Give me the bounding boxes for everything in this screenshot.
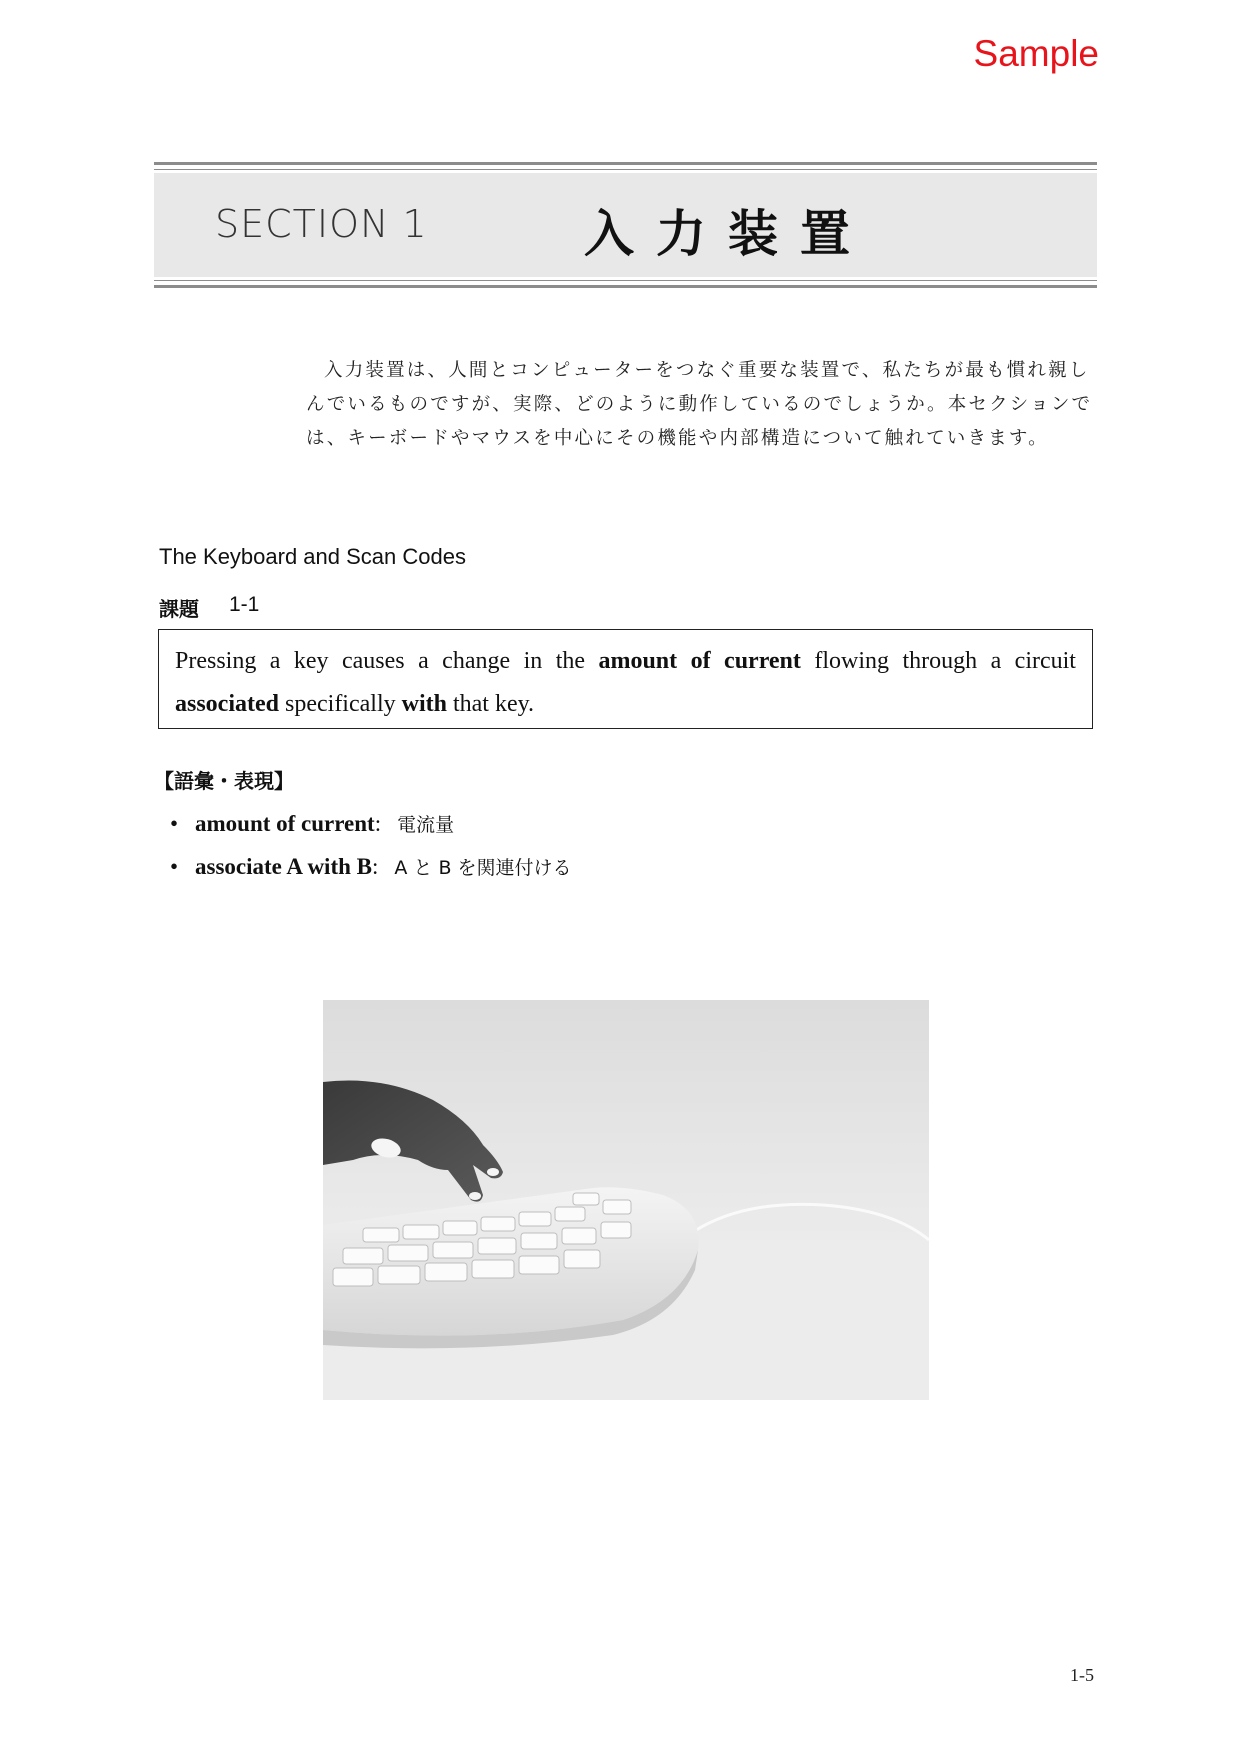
intro-paragraph: 入力装置は、人間とコンピューターをつなぐ重要な装置で、私たちが最も慣れ親しんでいるものですが、実際、どのように動作しているのでしょうか。本セクションでは、キーボードやマウスを中心にその機能や内部構造について触れていきます。 [306,360,1093,449]
banner-rule-top [154,162,1097,165]
task-text: that key. [446,691,535,717]
task-label: 課題 [159,597,199,621]
task-number: 1-1 [229,593,260,616]
vocab-separator: : [374,811,382,836]
task-bold-term: amount of current [598,648,801,674]
vocab-term: amount of current [195,811,375,836]
vocab-meaning: 電流量 [397,814,455,836]
task-text: specifically [279,691,402,717]
vocab-item [170,803,572,846]
section-label: SECTION 1 [215,202,428,246]
vocab-heading: 【語彙・表現】 [154,769,294,793]
banner-rule-top-thin [154,169,1097,170]
bullet-icon: • [170,854,179,879]
task-bold-term: associated [175,691,279,717]
vocab-term: associate A with B [195,854,372,879]
task-bold-term: with [401,691,447,717]
keyboard-photo [323,1000,929,1400]
page-number: 1-5 [1070,1665,1094,1685]
section-title: 入力装置 [584,205,872,263]
banner-rule-bottom-thin [154,280,1097,281]
banner-rule-bottom [154,285,1097,288]
vocab-list [170,803,572,889]
subheading: The Keyboard and Scan Codes [159,544,466,569]
vocab-separator: : [371,854,379,879]
sample-watermark: Sample [973,33,1099,74]
task-text: flowing through a circuit [800,648,1076,674]
task-text: Pressing a key causes a change in the [175,648,599,674]
section-banner [154,162,1097,288]
bullet-icon: • [170,811,179,836]
vocab-item [170,846,572,889]
task-sentence-box [158,629,1093,729]
vocab-meaning: A と B を関連付ける [394,857,572,879]
